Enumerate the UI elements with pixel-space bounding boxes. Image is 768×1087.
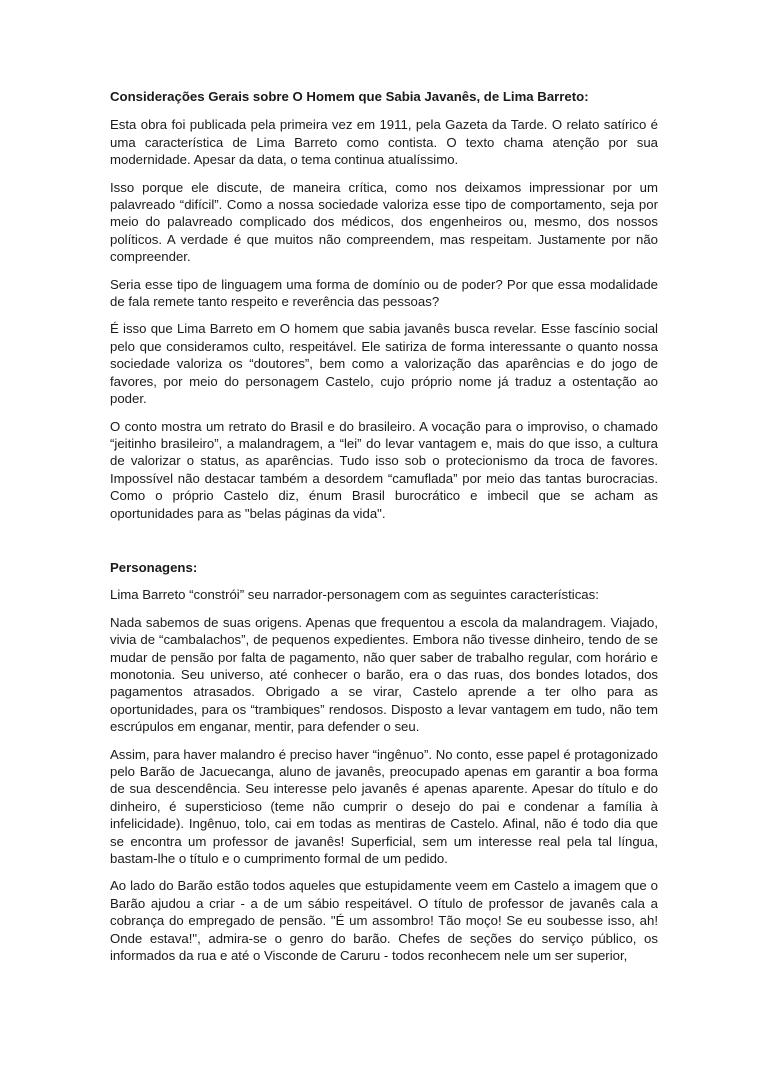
characters-paragraph: Assim, para haver malandro é preciso haver “ingênuo”. No conto, esse papel é protagonizado pelo Barão de Jacuecanga, aluno de javanês, preocupado apenas em garantir a boa forma de sua descendência. Seu interesse pelo javanês é apenas aparente. Apesar do título e do dinheiro, é supersticioso (teme não cumprir o desejo do pai e condenar a família à infelicidade). Ingênuo, tolo, cai em todas as mentiras de Castelo. Afinal, não é todo dia que se encontra um professor de javanês! Superficial, sem um interesse real pela tal língua, bastam-lhe o título e o cumprimento formal de um pedido.: [110, 746, 658, 867]
characters-paragraph: Lima Barreto “constrói” seu narrador-personagem com as seguintes características:: [110, 587, 599, 603]
characters-paragraph: Ao lado do Barão estão todos aqueles que estupidamente veem em Castelo a imagem que o Barão ajudou a criar - a de um sábio respeitável. O título de professor de javanês cala a cobrança do empregado de pensão. "É um assombro! Tão moço! Se eu soubesse isso, ah! Onde estava!", admira-se o genro do barão. Chefes de seções do serviço público, os informados da rua e até o Visconde de Caruru - todos reconhecem nele um ser superior,: [110, 878, 658, 964]
section-spacer: [110, 532, 658, 559]
intro-paragraph: É isso que Lima Barreto em O homem que sabia javanês busca revelar. Esse fascínio social pelo que consideramos culto, respeitável. Ele satiriza de forma interessante o quanto nossa sociedade valoriza os “doutores”, bem como a valorização das aparências e do jogo de favores, por meio do personagem Castelo, cujo próprio nome já traduz a ostentação ao poder.: [110, 321, 658, 407]
characters-heading: Personagens:: [110, 559, 198, 575]
intro-paragraph: Esta obra foi publicada pela primeira vez em 1911, pela Gazeta da Tarde. O relato satírico é uma característica de Lima Barreto como contista. O texto chama atenção por sua modernidade. Apesar da data, o tema continua atualíssimo.: [110, 117, 658, 168]
characters-paragraph: Nada sabemos de suas origens. Apenas que frequentou a escola da malandragem. Viajado, vivia de “cambalachos”, de pequenos expedientes. Embora não tivesse dinheiro, tendo de se mudar de pensão por falta de pagamento, não quer saber de trabalho regular, com horário e monotonia. Seu universo, até conhecer o barão, era o das ruas, dos bondes lotados, dos pagamentos atrasados. Obrigado a se virar, Castelo aprende a ter olho para as oportunidades, para os “trambiques” rendosos. Disposto a levar vantagem em tudo, não tem escrúpulos em enganar, mentir, para defender o seu.: [110, 614, 658, 735]
document-title: Considerações Gerais sobre O Homem que Sabia Javanês, de Lima Barreto:: [110, 89, 589, 104]
intro-paragraph: O conto mostra um retrato do Brasil e do brasileiro. A vocação para o improviso, o chamado “jeitinho brasileiro”, a malandragem, a “lei” do levar vantagem e, mais do que isso, a cultura de valorizar o status, as aparências. Tudo isso sob o protecionismo da troca de favores. Impossível não destacar também a desordem “camuflada” por meio das tantas burocracias. Como o próprio Castelo diz, énum Brasil burocrático e imbecil que se acham as oportunidades para as "belas páginas da vida".: [110, 418, 658, 521]
intro-paragraph: Isso porque ele discute, de maneira crítica, como nos deixamos impressionar por um palavreado “difícil”. Como a nossa sociedade valoriza esse tipo de comportamento, seja por meio do palavreado complicado dos médicos, dos engenheiros ou, mesmo, dos nossos políticos. A verdade é que muitos não compreendem, mas respeitam. Justamente por não compreender.: [110, 179, 658, 265]
document-page: [110, 88, 658, 974]
intro-paragraph: Seria esse tipo de linguagem uma forma de domínio ou de poder? Por que essa modalidade de fala remete tanto respeito e reverência das pessoas?: [110, 276, 658, 310]
